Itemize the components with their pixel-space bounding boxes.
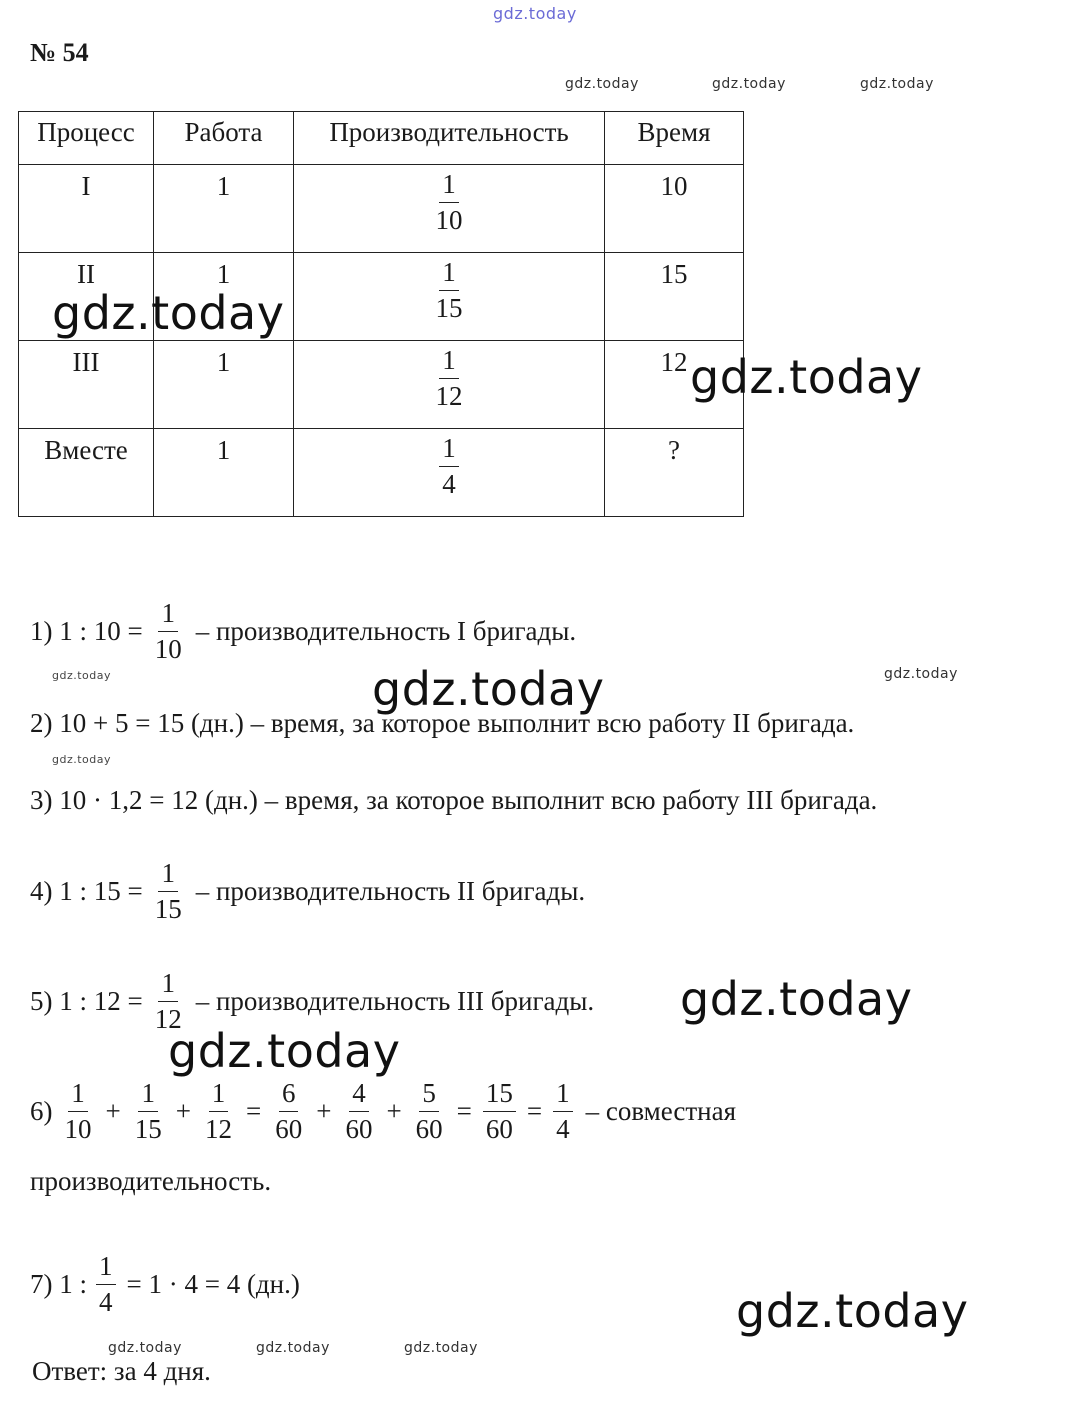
plus-sign: + [316,1096,332,1126]
fraction-numerator: 1 [68,1080,88,1112]
watermark: gdz.today [256,1340,330,1356]
step-lead: 1) 1 : 10 = [30,616,143,646]
fraction-denominator: 10 [64,1114,92,1144]
cell-productivity [294,165,605,253]
cell-time: 10 [605,165,744,253]
fraction [433,347,466,410]
step-lead: 6) [30,1096,53,1126]
watermark: gdz.today [565,76,639,92]
fraction-denominator: 15 [154,894,182,924]
fraction-denominator: 10 [435,205,463,235]
table-row [19,341,744,429]
equals-sign: = [526,1096,543,1126]
solution-step-4 [30,860,585,923]
step-text: = 1 · 4 = 4 (дн.) [126,1269,300,1299]
watermark: gdz.today [712,76,786,92]
fraction-denominator: 4 [99,1287,113,1317]
step-text: – производительность III бригады. [195,986,595,1016]
cell-work: 1 [154,165,294,253]
solution-step-3 [30,785,877,816]
cell-time: 15 [605,253,744,341]
column-header-time: Время [605,112,744,165]
fraction-numerator: 1 [96,1253,116,1285]
fraction-denominator: 15 [435,293,463,323]
fraction-denominator: 12 [204,1114,232,1144]
watermark: gdz.today [860,76,934,92]
fraction-denominator: 15 [134,1114,162,1144]
watermark: gdz.today [108,1340,182,1356]
table-header-row [19,112,744,165]
watermark: gdz.today [404,1340,478,1356]
solution-step-1 [30,600,576,663]
fraction [439,435,459,498]
watermark: gdz.today [52,753,112,766]
fraction-numerator: 1 [439,435,459,467]
fraction-numerator: 1 [158,860,178,892]
fraction-numerator: 1 [209,1080,229,1112]
fraction-numerator: 5 [419,1080,439,1112]
cell-productivity [294,429,605,517]
step-text: 3) 10 · 1,2 = 12 (дн.) – время, за которое выполнит всю работу III бригада. [30,785,878,815]
watermark: gdz.today [884,666,958,682]
fraction-denominator: 60 [415,1114,443,1144]
fraction-numerator: 1 [158,600,178,632]
table-row [19,429,744,517]
watermark: gdz.today [52,286,285,340]
watermark-top: gdz.today [493,4,577,23]
cell-process: III [19,341,154,429]
fraction [483,1080,516,1143]
plus-sign: + [105,1096,121,1126]
cell-work: 1 [154,429,294,517]
solution-step-2 [30,708,854,739]
step-text: – производительность I бригады. [195,616,577,646]
fraction-numerator: 15 [483,1080,516,1112]
cell-work: 1 [154,341,294,429]
watermark: gdz.today [372,662,605,716]
fraction-denominator: 10 [154,634,182,664]
watermark: gdz.today [736,1284,969,1338]
solution-step-6 [30,1080,736,1143]
cell-time: 12 [605,341,744,429]
fraction-numerator: 6 [279,1080,299,1112]
fraction-numerator: 1 [553,1080,573,1112]
fraction-denominator: 4 [556,1114,570,1144]
step-lead: 4) 1 : 15 = [30,876,143,906]
equals-sign: = [456,1096,472,1126]
fraction-denominator: 60 [485,1114,513,1144]
step-lead: 7) 1 : [30,1269,87,1299]
step-text: 2) 10 + 5 = 15 (дн.) – время, за которое выполнит всю работу II бригада. [30,708,855,738]
table-row [19,165,744,253]
cell-process: Вместе [19,429,154,517]
fraction [342,1080,375,1143]
fraction-numerator: 1 [439,347,459,379]
fraction [96,1253,116,1316]
solution-step-6-continuation [30,1166,271,1197]
cell-process: II [19,253,154,341]
step-text: – совместная [585,1096,737,1126]
fraction [132,1080,165,1143]
step-text: производительность. [30,1166,272,1196]
fraction-numerator: 4 [349,1080,369,1112]
answer-text: Ответ: за 4 дня. [32,1356,211,1386]
column-header-productivity: Производительность [294,112,605,165]
fraction-denominator: 4 [442,469,456,499]
fraction [62,1080,95,1143]
fraction-numerator: 1 [158,970,178,1002]
fraction-numerator: 1 [138,1080,158,1112]
fraction-numerator: 1 [439,171,459,203]
plus-sign: + [386,1096,402,1126]
fraction-denominator: 12 [435,381,463,411]
watermark: gdz.today [168,1024,401,1078]
equals-sign: = [245,1096,262,1126]
fraction [202,1080,235,1143]
fraction [433,171,466,234]
fraction [433,259,466,322]
fraction-numerator: 1 [439,259,459,291]
cell-time: ? [605,429,744,517]
plus-sign: + [175,1096,191,1126]
fraction-denominator: 60 [275,1114,303,1144]
fraction-denominator: 60 [345,1114,373,1144]
page-title: № 54 [30,38,89,67]
watermark: gdz.today [680,972,913,1026]
fraction [272,1080,305,1143]
fraction-denominator: 12 [154,1004,182,1034]
solution-step-7 [30,1253,300,1316]
column-header-work: Работа [154,112,294,165]
cell-process: I [19,165,154,253]
watermark: gdz.today [690,350,923,404]
fraction [152,860,185,923]
column-header-process: Процесс [19,112,154,165]
step-text: – производительность II бригады. [195,876,586,906]
fraction [413,1080,446,1143]
watermark: gdz.today [52,669,112,682]
fraction [553,1080,573,1143]
cell-productivity [294,341,605,429]
cell-work: 1 [154,253,294,341]
step-lead: 5) 1 : 12 = [30,986,143,1016]
cell-productivity [294,253,605,341]
fraction [152,600,185,663]
